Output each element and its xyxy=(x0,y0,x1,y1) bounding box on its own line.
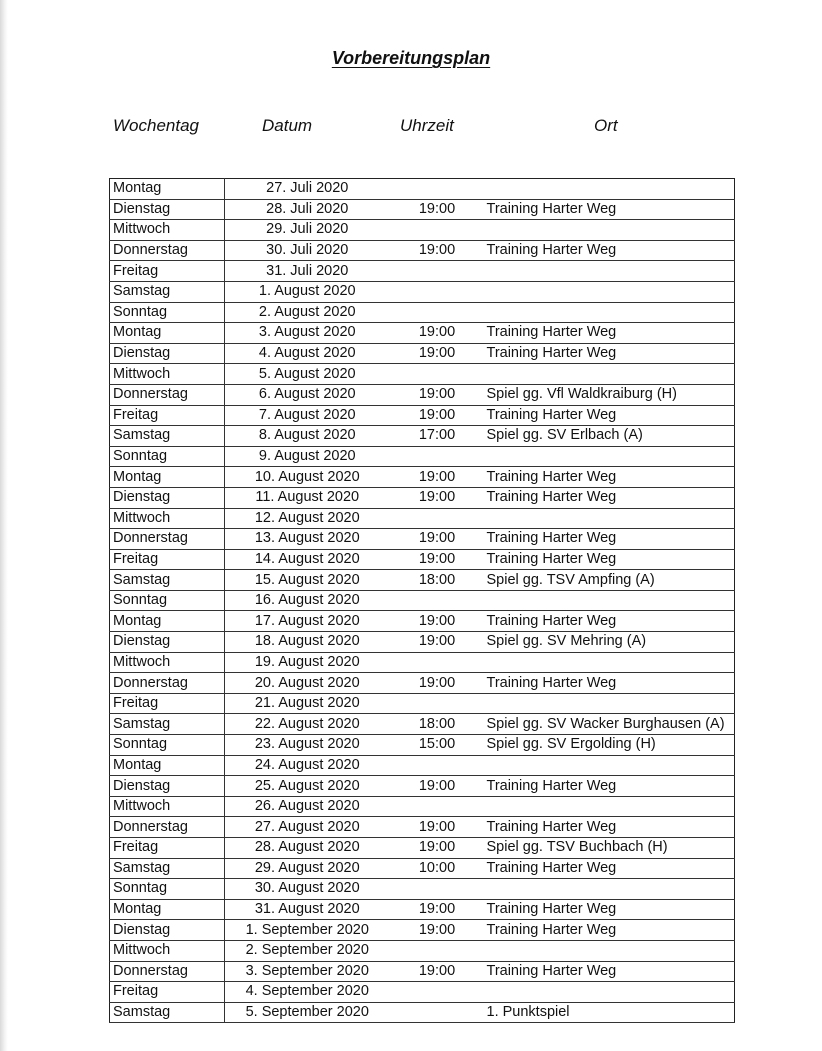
table-row xyxy=(110,940,735,961)
weekday-cell: Samstag xyxy=(110,1002,225,1023)
time-cell: 19:00 xyxy=(390,529,485,550)
time-cell: 19:00 xyxy=(390,384,485,405)
weekday-cell: Donnerstag xyxy=(110,817,225,838)
table-row xyxy=(110,302,735,323)
table-row xyxy=(110,549,735,570)
weekday-cell: Sonntag xyxy=(110,735,225,756)
weekday-cell: Freitag xyxy=(110,261,225,282)
date-cell: 5. September 2020 xyxy=(225,1002,390,1023)
weekday-cell: Mittwoch xyxy=(110,508,225,529)
place-cell: Spiel gg. SV Ergolding (H) xyxy=(485,735,735,756)
place-cell: Training Harter Weg xyxy=(485,240,735,261)
table-row xyxy=(110,529,735,550)
weekday-cell: Mittwoch xyxy=(110,364,225,385)
schedule-body xyxy=(110,179,735,1023)
time-cell xyxy=(390,281,485,302)
time-cell: 19:00 xyxy=(390,776,485,797)
date-cell: 3. September 2020 xyxy=(225,961,390,982)
date-cell: 14. August 2020 xyxy=(225,549,390,570)
time-cell: 19:00 xyxy=(390,487,485,508)
weekday-cell: Samstag xyxy=(110,426,225,447)
table-row xyxy=(110,714,735,735)
time-cell xyxy=(390,755,485,776)
weekday-cell: Freitag xyxy=(110,838,225,859)
table-row xyxy=(110,735,735,756)
time-cell: 19:00 xyxy=(390,673,485,694)
table-row xyxy=(110,281,735,302)
date-cell: 29. August 2020 xyxy=(225,858,390,879)
table-row xyxy=(110,611,735,632)
time-cell: 19:00 xyxy=(390,838,485,859)
table-row xyxy=(110,961,735,982)
table-row xyxy=(110,220,735,241)
table-row xyxy=(110,899,735,920)
date-cell: 2. August 2020 xyxy=(225,302,390,323)
weekday-cell: Sonntag xyxy=(110,879,225,900)
weekday-cell: Montag xyxy=(110,755,225,776)
weekday-cell: Donnerstag xyxy=(110,673,225,694)
schedule-table xyxy=(109,178,735,1023)
place-cell: Training Harter Weg xyxy=(485,899,735,920)
weekday-cell: Donnerstag xyxy=(110,529,225,550)
time-cell xyxy=(390,982,485,1003)
date-cell: 26. August 2020 xyxy=(225,796,390,817)
weekday-cell: Montag xyxy=(110,323,225,344)
weekday-cell: Donnerstag xyxy=(110,240,225,261)
date-cell: 17. August 2020 xyxy=(225,611,390,632)
weekday-cell: Sonntag xyxy=(110,446,225,467)
table-row xyxy=(110,364,735,385)
table-row xyxy=(110,982,735,1003)
place-cell xyxy=(485,982,735,1003)
date-cell: 1. August 2020 xyxy=(225,281,390,302)
date-cell: 13. August 2020 xyxy=(225,529,390,550)
time-cell: 19:00 xyxy=(390,405,485,426)
time-cell xyxy=(390,652,485,673)
time-cell: 19:00 xyxy=(390,611,485,632)
place-cell xyxy=(485,940,735,961)
table-row xyxy=(110,632,735,653)
place-cell: Training Harter Weg xyxy=(485,817,735,838)
document-title: Vorbereitungsplan xyxy=(331,48,491,68)
place-cell: Training Harter Weg xyxy=(485,961,735,982)
place-cell: Training Harter Weg xyxy=(485,405,735,426)
time-cell xyxy=(390,940,485,961)
time-cell: 19:00 xyxy=(390,549,485,570)
table-row xyxy=(110,590,735,611)
date-cell: 5. August 2020 xyxy=(225,364,390,385)
table-row xyxy=(110,405,735,426)
date-cell: 25. August 2020 xyxy=(225,776,390,797)
place-cell xyxy=(485,179,735,200)
date-cell: 7. August 2020 xyxy=(225,405,390,426)
date-cell: 29. Juli 2020 xyxy=(225,220,390,241)
table-row xyxy=(110,261,735,282)
weekday-cell: Dienstag xyxy=(110,487,225,508)
place-cell xyxy=(485,796,735,817)
table-row xyxy=(110,323,735,344)
column-header-weekday: Wochentag xyxy=(113,116,199,135)
place-cell xyxy=(485,755,735,776)
place-cell xyxy=(485,302,735,323)
date-cell: 2. September 2020 xyxy=(225,940,390,961)
time-cell: 19:00 xyxy=(390,632,485,653)
date-cell: 28. August 2020 xyxy=(225,838,390,859)
place-cell: Training Harter Weg xyxy=(485,487,735,508)
weekday-cell: Samstag xyxy=(110,714,225,735)
date-cell: 10. August 2020 xyxy=(225,467,390,488)
weekday-cell: Mittwoch xyxy=(110,796,225,817)
time-cell: 18:00 xyxy=(390,714,485,735)
table-row xyxy=(110,446,735,467)
time-cell: 17:00 xyxy=(390,426,485,447)
table-row xyxy=(110,240,735,261)
table-row xyxy=(110,879,735,900)
place-cell xyxy=(485,364,735,385)
time-cell: 19:00 xyxy=(390,323,485,344)
date-cell: 11. August 2020 xyxy=(225,487,390,508)
column-header-place: Ort xyxy=(594,116,618,135)
place-cell xyxy=(485,879,735,900)
time-cell xyxy=(390,879,485,900)
place-cell xyxy=(485,281,735,302)
time-cell: 19:00 xyxy=(390,199,485,220)
time-cell: 19:00 xyxy=(390,961,485,982)
page-edge-shadow xyxy=(0,0,8,1051)
weekday-cell: Montag xyxy=(110,611,225,632)
time-cell xyxy=(390,179,485,200)
weekday-cell: Donnerstag xyxy=(110,961,225,982)
weekday-cell: Dienstag xyxy=(110,920,225,941)
date-cell: 4. September 2020 xyxy=(225,982,390,1003)
date-cell: 27. August 2020 xyxy=(225,817,390,838)
date-cell: 21. August 2020 xyxy=(225,693,390,714)
date-cell: 28. Juli 2020 xyxy=(225,199,390,220)
place-cell: Spiel gg. SV Erlbach (A) xyxy=(485,426,735,447)
table-row xyxy=(110,179,735,200)
time-cell xyxy=(390,364,485,385)
place-cell: Spiel gg. TSV Ampfing (A) xyxy=(485,570,735,591)
table-row xyxy=(110,920,735,941)
place-cell xyxy=(485,220,735,241)
weekday-cell: Montag xyxy=(110,899,225,920)
table-row xyxy=(110,467,735,488)
weekday-cell: Dienstag xyxy=(110,343,225,364)
date-cell: 16. August 2020 xyxy=(225,590,390,611)
place-cell: Training Harter Weg xyxy=(485,343,735,364)
time-cell xyxy=(390,693,485,714)
weekday-cell: Donnerstag xyxy=(110,384,225,405)
place-cell xyxy=(485,261,735,282)
weekday-cell: Sonntag xyxy=(110,590,225,611)
place-cell: Spiel gg. SV Wacker Burghausen (A) xyxy=(485,714,735,735)
table-row xyxy=(110,673,735,694)
date-cell: 27. Juli 2020 xyxy=(225,179,390,200)
time-cell: 19:00 xyxy=(390,817,485,838)
time-cell xyxy=(390,261,485,282)
place-cell: Training Harter Weg xyxy=(485,549,735,570)
table-row xyxy=(110,796,735,817)
date-cell: 31. Juli 2020 xyxy=(225,261,390,282)
place-cell: Training Harter Weg xyxy=(485,529,735,550)
time-cell: 19:00 xyxy=(390,240,485,261)
date-cell: 15. August 2020 xyxy=(225,570,390,591)
column-header-date: Datum xyxy=(262,116,313,135)
time-cell: 19:00 xyxy=(390,920,485,941)
table-row xyxy=(110,755,735,776)
weekday-cell: Freitag xyxy=(110,549,225,570)
date-cell: 22. August 2020 xyxy=(225,714,390,735)
time-cell xyxy=(390,590,485,611)
column-header-time: Uhrzeit xyxy=(400,116,454,135)
place-cell: Training Harter Weg xyxy=(485,611,735,632)
table-row xyxy=(110,570,735,591)
weekday-cell: Freitag xyxy=(110,982,225,1003)
weekday-cell: Dienstag xyxy=(110,199,225,220)
weekday-cell: Mittwoch xyxy=(110,220,225,241)
date-cell: 3. August 2020 xyxy=(225,323,390,344)
place-cell xyxy=(485,508,735,529)
place-cell xyxy=(485,446,735,467)
table-row xyxy=(110,693,735,714)
table-row xyxy=(110,776,735,797)
table-row xyxy=(110,652,735,673)
table-row xyxy=(110,858,735,879)
place-cell: Spiel gg. SV Mehring (A) xyxy=(485,632,735,653)
weekday-cell: Dienstag xyxy=(110,632,225,653)
weekday-cell: Dienstag xyxy=(110,776,225,797)
weekday-cell: Freitag xyxy=(110,405,225,426)
time-cell xyxy=(390,508,485,529)
date-cell: 30. Juli 2020 xyxy=(225,240,390,261)
weekday-cell: Mittwoch xyxy=(110,940,225,961)
weekday-cell: Mittwoch xyxy=(110,652,225,673)
date-cell: 19. August 2020 xyxy=(225,652,390,673)
weekday-cell: Samstag xyxy=(110,281,225,302)
weekday-cell: Freitag xyxy=(110,693,225,714)
weekday-cell: Samstag xyxy=(110,858,225,879)
table-row xyxy=(110,838,735,859)
date-cell: 20. August 2020 xyxy=(225,673,390,694)
place-cell: Spiel gg. TSV Buchbach (H) xyxy=(485,838,735,859)
place-cell: Training Harter Weg xyxy=(485,920,735,941)
time-cell: 19:00 xyxy=(390,899,485,920)
date-cell: 8. August 2020 xyxy=(225,426,390,447)
table-row xyxy=(110,199,735,220)
time-cell xyxy=(390,796,485,817)
place-cell: Training Harter Weg xyxy=(485,323,735,344)
place-cell: Training Harter Weg xyxy=(485,776,735,797)
place-cell: Training Harter Weg xyxy=(485,858,735,879)
date-cell: 1. September 2020 xyxy=(225,920,390,941)
place-cell: Spiel gg. Vfl Waldkraiburg (H) xyxy=(485,384,735,405)
weekday-cell: Sonntag xyxy=(110,302,225,323)
time-cell xyxy=(390,446,485,467)
weekday-cell: Montag xyxy=(110,467,225,488)
date-cell: 6. August 2020 xyxy=(225,384,390,405)
time-cell xyxy=(390,302,485,323)
table-row xyxy=(110,426,735,447)
place-cell xyxy=(485,652,735,673)
table-row xyxy=(110,1002,735,1023)
time-cell: 10:00 xyxy=(390,858,485,879)
weekday-cell: Samstag xyxy=(110,570,225,591)
date-cell: 12. August 2020 xyxy=(225,508,390,529)
table-row xyxy=(110,343,735,364)
date-cell: 31. August 2020 xyxy=(225,899,390,920)
time-cell: 19:00 xyxy=(390,343,485,364)
date-cell: 4. August 2020 xyxy=(225,343,390,364)
date-cell: 18. August 2020 xyxy=(225,632,390,653)
place-cell: Training Harter Weg xyxy=(485,467,735,488)
date-cell: 24. August 2020 xyxy=(225,755,390,776)
time-cell xyxy=(390,1002,485,1023)
place-cell: Training Harter Weg xyxy=(485,199,735,220)
table-row xyxy=(110,384,735,405)
table-row xyxy=(110,487,735,508)
place-cell: 1. Punktspiel xyxy=(485,1002,735,1023)
place-cell xyxy=(485,693,735,714)
place-cell xyxy=(485,590,735,611)
table-row xyxy=(110,817,735,838)
table-row xyxy=(110,508,735,529)
weekday-cell: Montag xyxy=(110,179,225,200)
date-cell: 30. August 2020 xyxy=(225,879,390,900)
time-cell: 19:00 xyxy=(390,467,485,488)
time-cell: 15:00 xyxy=(390,735,485,756)
date-cell: 23. August 2020 xyxy=(225,735,390,756)
date-cell: 9. August 2020 xyxy=(225,446,390,467)
time-cell xyxy=(390,220,485,241)
time-cell: 18:00 xyxy=(390,570,485,591)
place-cell: Training Harter Weg xyxy=(485,673,735,694)
